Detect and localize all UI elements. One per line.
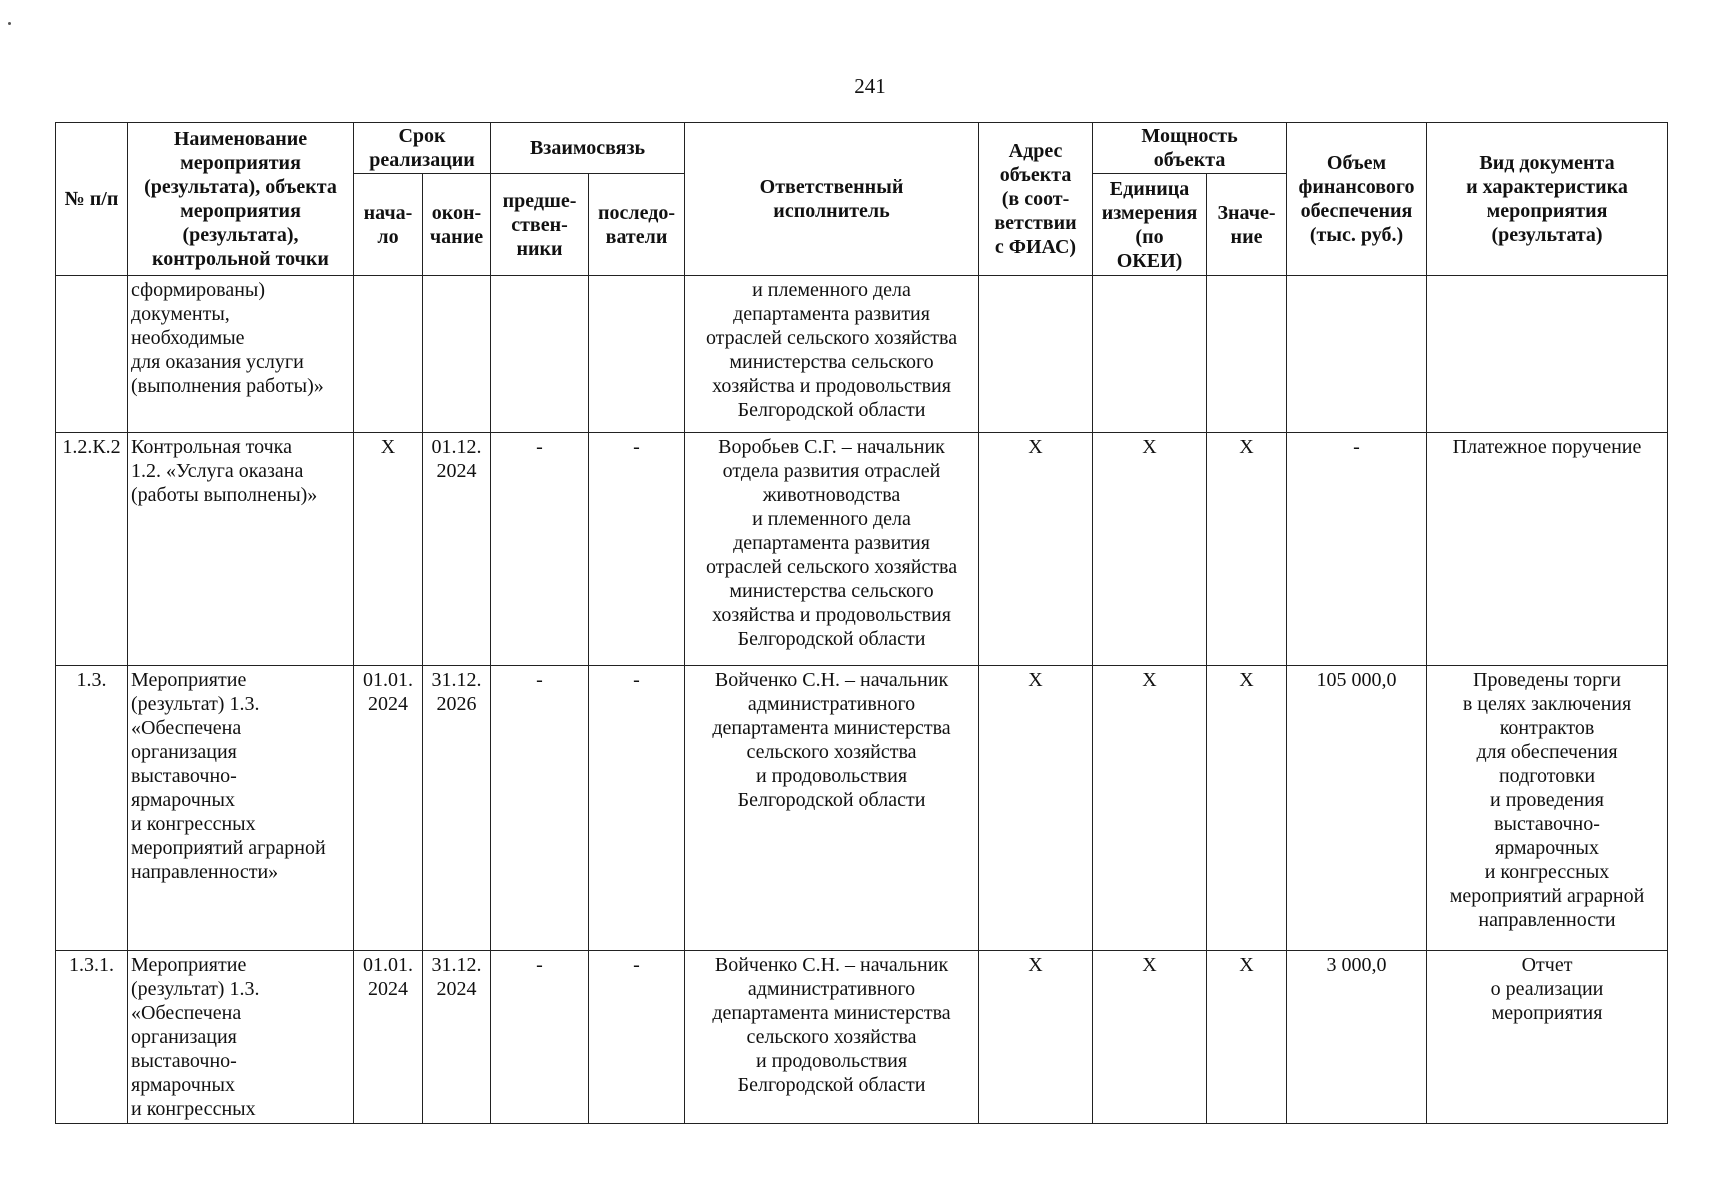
table-row [56, 433, 1668, 666]
cell-responsible: Войченко С.Н. – начальник административного департамента министерства сельского хозяйства и продовольствия Белгородской области [685, 666, 979, 951]
scan-dot [8, 22, 11, 25]
cell-predecessors: - [491, 433, 589, 666]
cell-doc-type: Проведены торги в целях заключения контрактов для обеспечения подготовки и проведения выставочно- ярмарочных и конгрессных мероприятий аграрной направленности [1427, 666, 1668, 951]
cell-financing: 3 000,0 [1287, 951, 1427, 1124]
cell-name: Контрольная точка 1.2. «Услуга оказана (работы выполнены)» [128, 433, 354, 666]
cell-num: 1.3. [56, 666, 128, 951]
cell-start: 01.01. 2024 [354, 951, 423, 1124]
page-number: 241 [854, 74, 886, 98]
cell-name: сформированы) документы, необходимые для оказания услуги (выполнения работы)» [128, 276, 354, 433]
cell-successors: - [589, 951, 685, 1124]
cell-unit: X [1093, 951, 1207, 1124]
cell-start: 01.01. 2024 [354, 666, 423, 951]
cell-end: 01.12. 2024 [423, 433, 491, 666]
cell-predecessors: - [491, 951, 589, 1124]
cell-successors: - [589, 666, 685, 951]
header-successors: последо- ватели [589, 174, 685, 276]
header-period-end: окон- чание [423, 174, 491, 276]
header-period-start: нача- ло [354, 174, 423, 276]
cell-num: 1.2.К.2 [56, 433, 128, 666]
cell-responsible: и племенного дела департамента развития отраслей сельского хозяйства министерства сельского хозяйства и продовольствия Белгородской области [685, 276, 979, 433]
table-row [56, 951, 1668, 1124]
cell-name: Мероприятие (результат) 1.3. «Обеспечена организация выставочно- ярмарочных и конгрессных мероприятий аграрной направленности» [128, 666, 354, 951]
cell-start: X [354, 433, 423, 666]
header-unit: Единица измерения (по ОКЕИ) [1093, 174, 1207, 276]
cell-end: 31.12. 2026 [423, 666, 491, 951]
header-predecessors: предше- ствен- ники [491, 174, 589, 276]
cell-address: X [979, 666, 1093, 951]
cell-successors: - [589, 433, 685, 666]
activity-table [55, 122, 1668, 1124]
header-name: Наименование мероприятия (результата), объекта мероприятия (результата), контрольной точки [128, 123, 354, 276]
cell-successors [589, 276, 685, 433]
table-row [56, 666, 1668, 951]
header-num: № п/п [56, 123, 128, 276]
cell-doc-type [1427, 276, 1668, 433]
cell-address: X [979, 951, 1093, 1124]
cell-num: 1.3.1. [56, 951, 128, 1124]
header-capacity: Мощность объекта [1093, 123, 1287, 174]
cell-unit: X [1093, 433, 1207, 666]
cell-responsible: Воробьев С.Г. – начальник отдела развития отраслей животноводства и племенного дела департамента развития отраслей сельского хозяйства министерства сельского хозяйства и продовольствия Белгородской области [685, 433, 979, 666]
cell-address [979, 276, 1093, 433]
cell-unit: X [1093, 666, 1207, 951]
cell-num [56, 276, 128, 433]
cell-financing: - [1287, 433, 1427, 666]
cell-address: X [979, 433, 1093, 666]
cell-start [354, 276, 423, 433]
header-value: Значе- ние [1207, 174, 1287, 276]
cell-name: Мероприятие (результат) 1.3. «Обеспечена организация выставочно- ярмарочных и конгрессных [128, 951, 354, 1124]
cell-responsible: Войченко С.Н. – начальник административного департамента министерства сельского хозяйства и продовольствия Белгородской области [685, 951, 979, 1124]
header-financing: Объем финансового обеспечения (тыс. руб.) [1287, 123, 1427, 276]
table-row [56, 276, 1668, 433]
header-doc-type: Вид документа и характеристика мероприятия (результата) [1427, 123, 1668, 276]
header-relation: Взаимосвязь [491, 123, 685, 174]
header-period: Срок реализации [354, 123, 491, 174]
cell-doc-type: Отчет о реализации мероприятия [1427, 951, 1668, 1124]
cell-value: X [1207, 951, 1287, 1124]
cell-financing [1287, 276, 1427, 433]
cell-doc-type: Платежное поручение [1427, 433, 1668, 666]
cell-predecessors [491, 276, 589, 433]
cell-value: X [1207, 666, 1287, 951]
cell-end [423, 276, 491, 433]
cell-value: X [1207, 433, 1287, 666]
header-address: Адрес объекта (в соот- ветствии с ФИАС) [979, 123, 1093, 276]
cell-financing: 105 000,0 [1287, 666, 1427, 951]
header-responsible: Ответственный исполнитель [685, 123, 979, 276]
cell-end: 31.12. 2024 [423, 951, 491, 1124]
cell-value [1207, 276, 1287, 433]
cell-predecessors: - [491, 666, 589, 951]
cell-unit [1093, 276, 1207, 433]
